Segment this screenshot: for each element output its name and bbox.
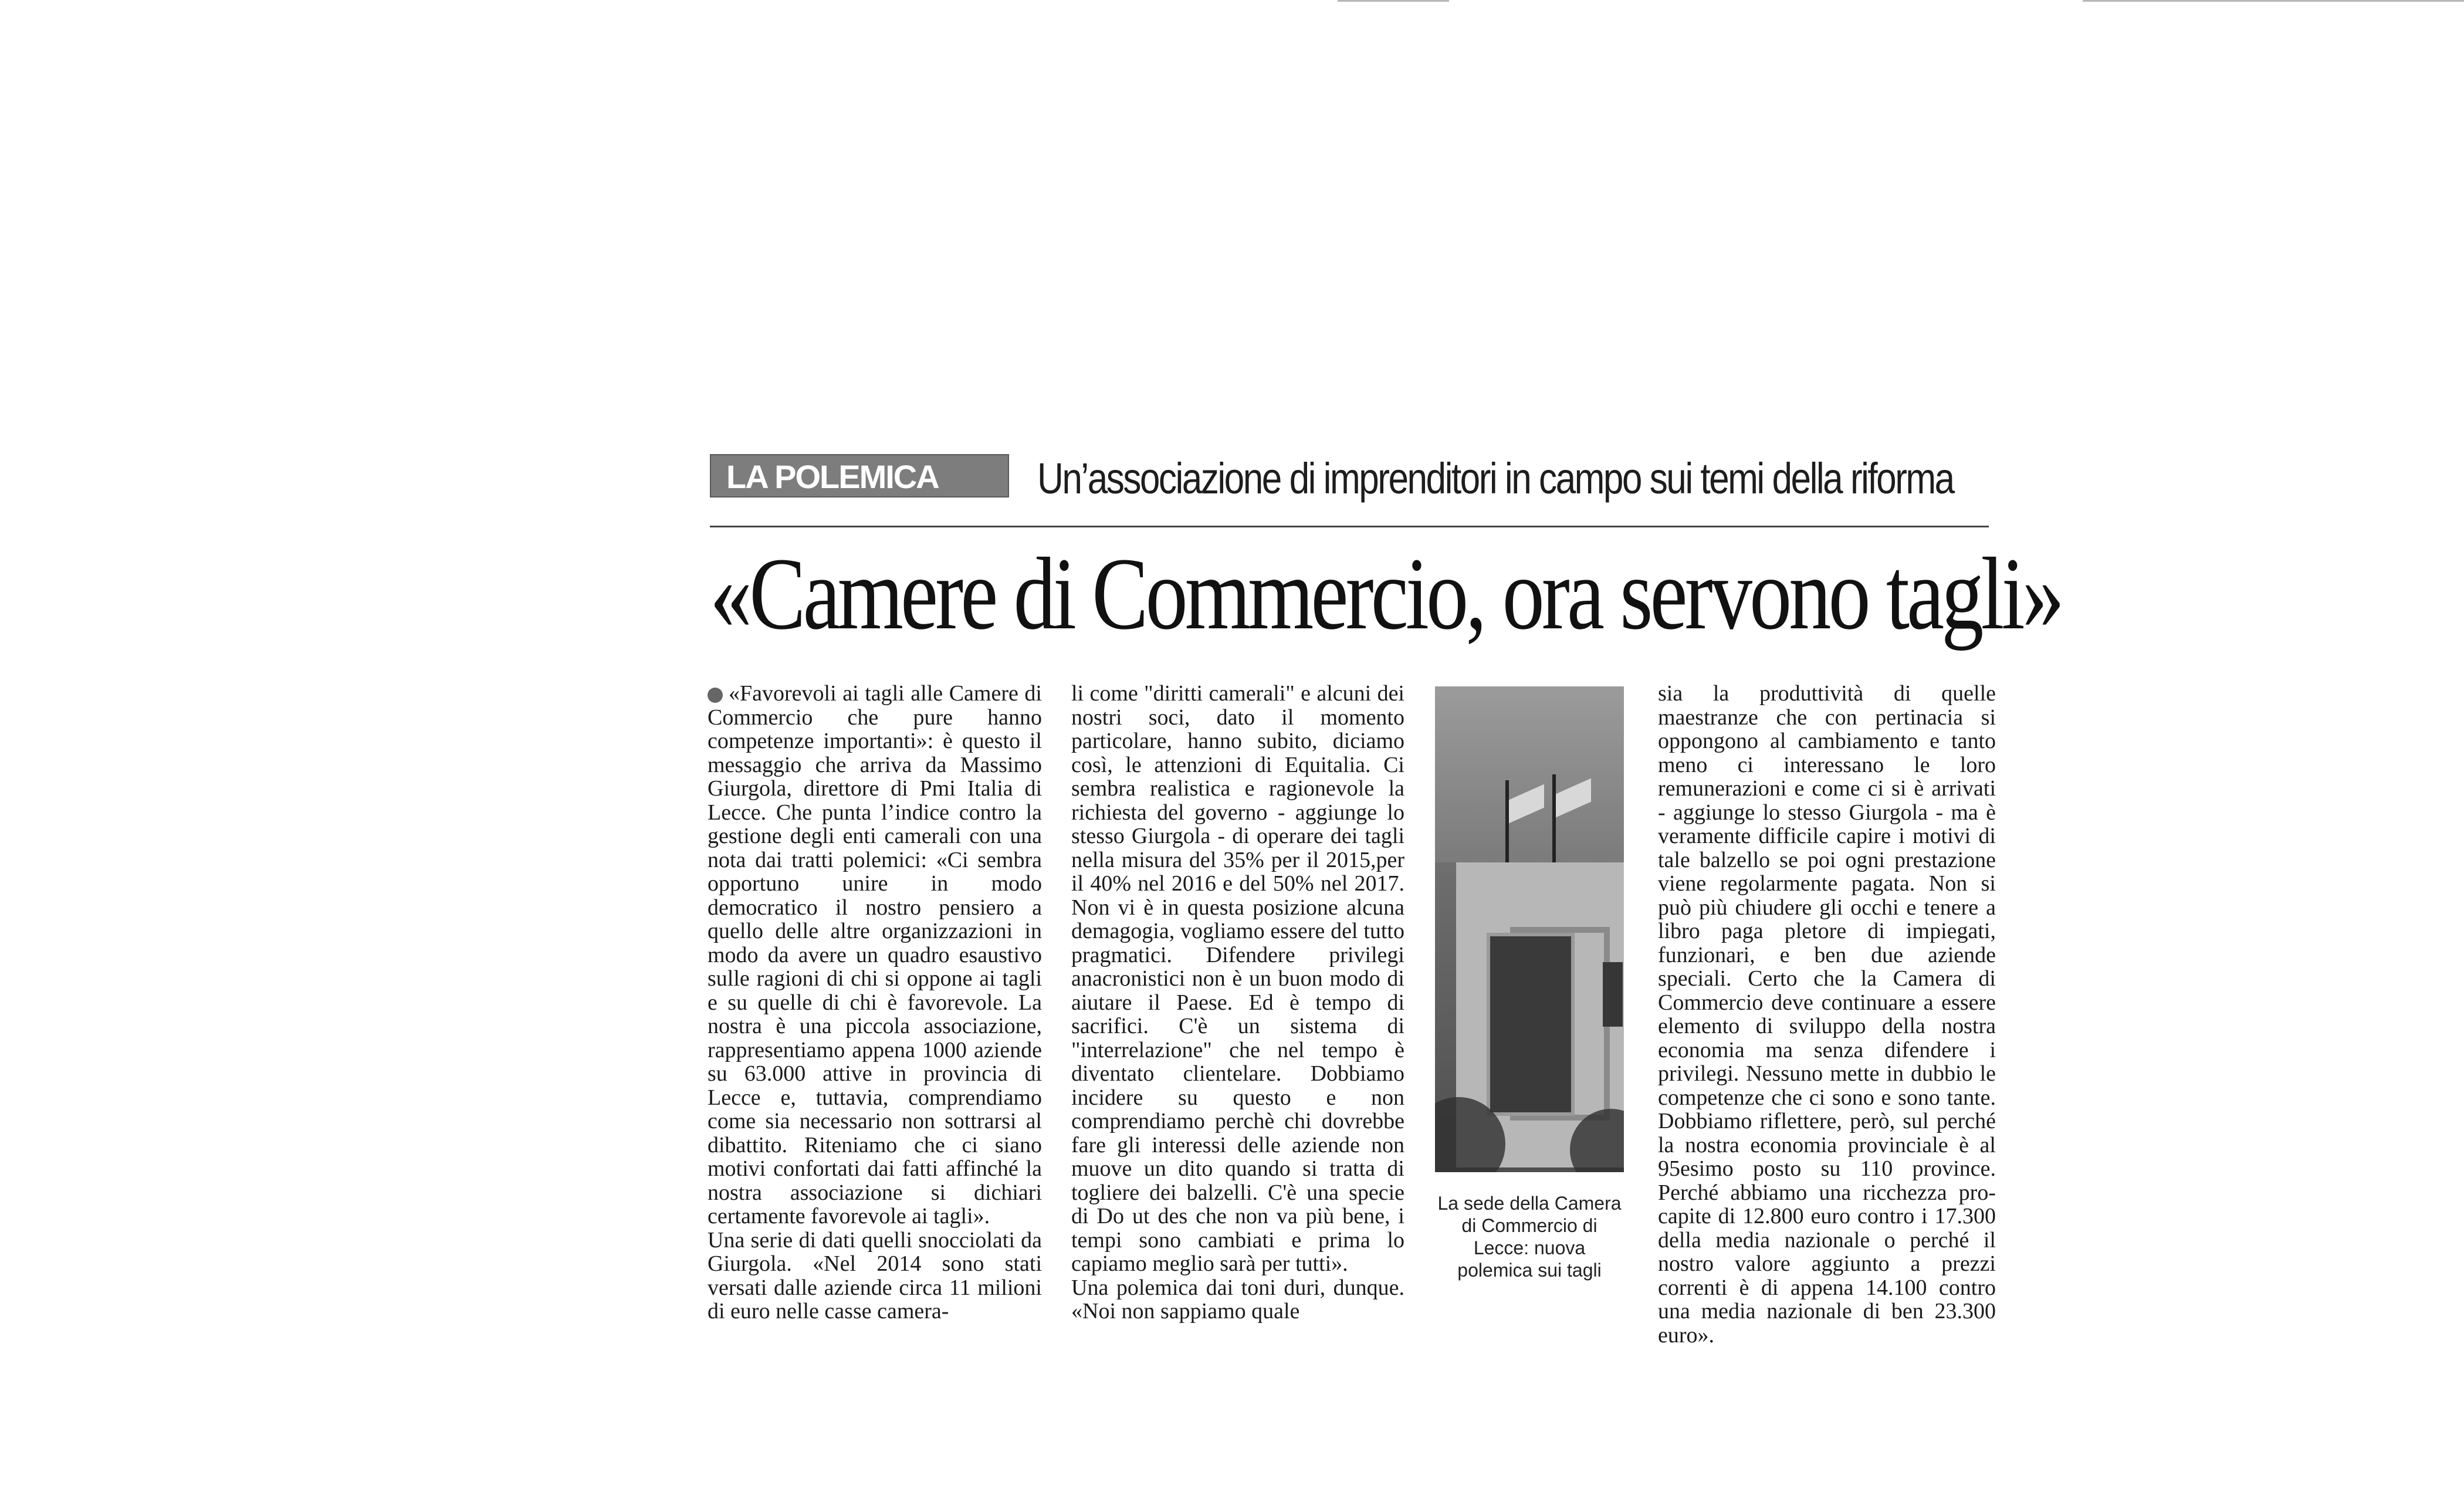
- window-right: [1603, 962, 1623, 1027]
- photo-caption: La sede della Camera di Commercio di Lecce: nuova polemica sui tagli: [1437, 1193, 1622, 1281]
- building-photo: [1435, 686, 1624, 1172]
- header-rule: [710, 526, 1989, 527]
- bullet-dot-icon: [708, 688, 723, 703]
- article-subtitle: Un’associazione di imprenditori in campo sui temi della riforma: [1037, 454, 1954, 503]
- column-3-text: sia la produttività di quelle maestranze che con pertinacia si oppongono al cambiamento e tanto meno ci interessano le loro remunerazioni e come ci si è arrivati - aggiunge lo stesso Giurgola - ma è veramente difficile capire i motivi di tale balzello se poi ogni prestazione viene regolarmente pagata. Non si può più chiudere gli occhi e tenere a libro paga pletore di impiegati, funzionari, e ben due aziende speciali. Certo che la Camera di Commercio deve continuare a essere elemento di sviluppo della nostra economia ma senza difendere i privilegi. Nessuno mette in dubbio le competenze che ci sono e sono tante. Dobbiamo riflettere, però, sul perché la nostra economia provinciale è al 95esimo posto su 110 province. Perché abbiamo una ricchezza pro-capite di 12.800 euro contro i 17.300 della media nazionale o perché il nostro valore aggiunto a prezzi correnti è di appena 14.100 contro una media nazionale di ben 23.300 euro».: [1658, 681, 1996, 1348]
- article-headline: «Camere di Commercio, ora servono tagli»: [710, 537, 2062, 651]
- entrance-door: [1487, 933, 1575, 1116]
- article-column-1: [708, 682, 1042, 1324]
- scan-mark-top-right: [2083, 0, 2464, 2]
- scan-mark-top-center: [1338, 0, 1449, 2]
- photo-sky: [1435, 686, 1624, 862]
- article-column-3: [1658, 682, 1996, 1347]
- newspaper-clipping: [702, 452, 2062, 1381]
- kicker-box: [710, 454, 1009, 497]
- kicker-label: LA POLEMICA: [726, 458, 939, 495]
- article-column-2: [1071, 682, 1404, 1324]
- column-1-text: «Favorevoli ai tagli alle Camere di Commercio che pure hanno competenze importanti»: è questo il messaggio che arriva da Massimo Giurgola, direttore di Pmi Italia di Lecce. Che punta l’indice contro la gestione degli enti camerali con una nota dai tratti polemici: «Ci sembra opportuno unire in modo democratico il nostro pensiero a quello delle altre organizzazioni in modo da avere un quadro esaustivo sulle ragioni di chi si oppone ai tagli e su quelle di chi è favorevole. La nostra è una piccola associazione, rappresentiamo appena 1000 aziende su 63.000 attive in provincia di Lecce e, tuttavia, comprendiamo come sia necessario non sottrarsi al dibattito. Riteniamo che ci siano motivi confortati dai fatti affinché la nostra associazione si dichiari certamente favorevole ai tagli». Una serie di dati quelli snocciolati da Giurgola. «Nel 2014 sono stati versati dalle aziende circa 11 milioni di euro nelle casse camera-: [708, 681, 1042, 1324]
- column-2-text: li come "diritti camerali" e alcuni dei nostri soci, dato il momento particolare, hanno subito, diciamo così, le attenzioni di Equitalia. Ci sembra realistica e ragionevole la richiesta del governo - aggiunge lo stesso Giurgola - di operare dei tagli nella misura del 35% per il 2015,per il 40% nel 2016 e del 50% nel 2017. Non vi è in questa posizione alcuna demagogia, vogliamo essere del tutto pragmatici. Difendere privilegi anacronistici non è un buon modo di aiutare il Paese. Ed è tempo di sacrifici. C'è un sistema di "interrelazione" che nel tempo è diventato clientelare. Dobbiamo incidere su questo e non comprendiamo perchè chi dovrebbe fare gli interessi delle aziende non muove un dito quando si tratta di togliere dei balzelli. C'è una specie di Do ut des che non va più bene, i tempi sono cambiati e prima lo capiamo meglio sarà per tutti». Una polemica dai toni duri, dunque. «Noi non sappiamo quale: [1071, 681, 1404, 1324]
